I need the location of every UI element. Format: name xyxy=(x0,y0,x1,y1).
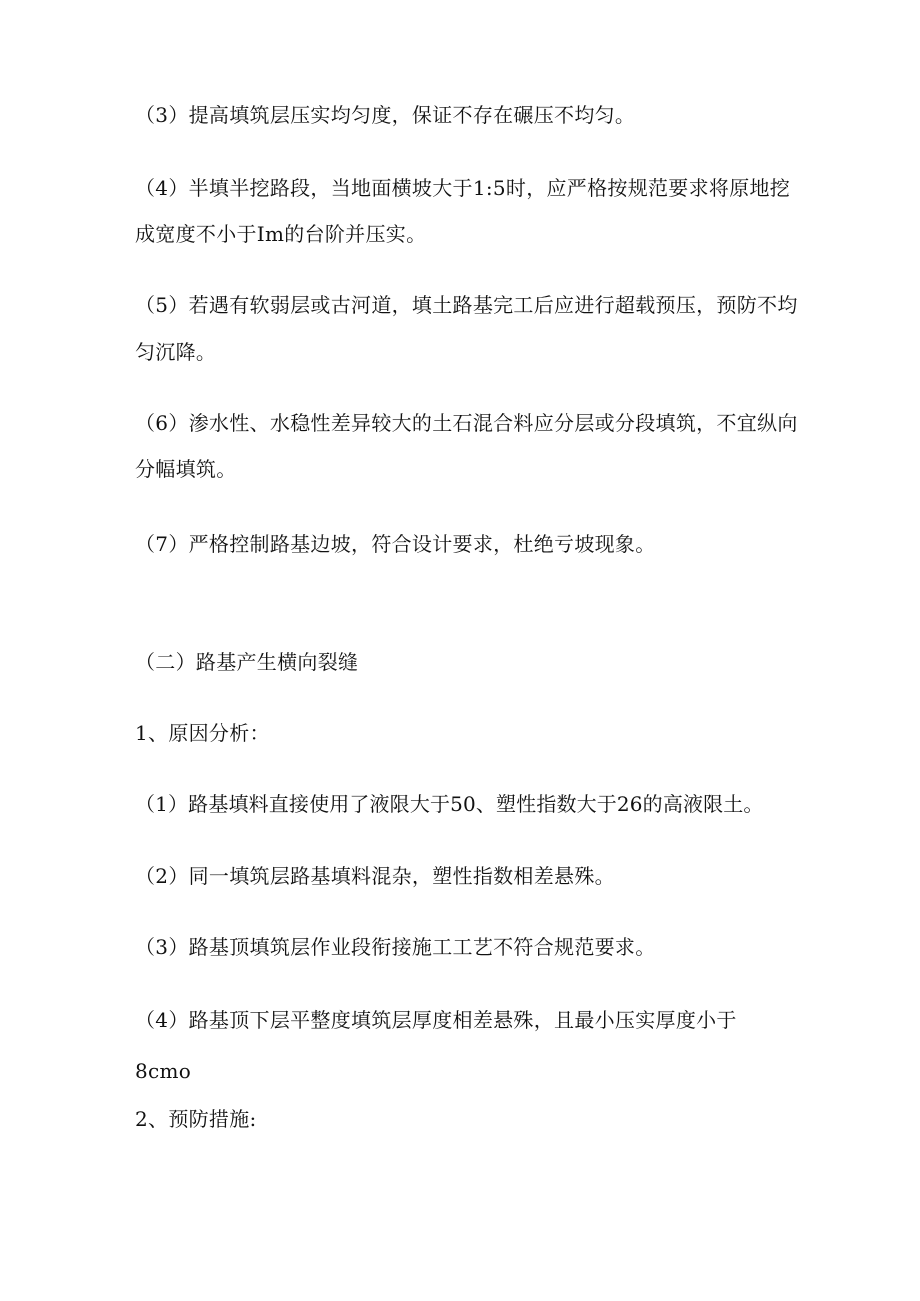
cause-item-3: （3）路基顶填筑层作业段衔接施工工艺不符合规范要求。 xyxy=(135,935,656,959)
section-heading: （二）路基产生横向裂缝 xyxy=(135,650,359,674)
paragraph-3-line-1: （3）提高填筑层压实均匀度，保证不存在碾压不均匀。 xyxy=(135,103,636,127)
paragraph-4-line-1: （4）半填半挖路段，当地面横坡大于1:5时，应严格按规范要求将原地挖 xyxy=(135,176,791,200)
cause-analysis-heading: 1、原因分析： xyxy=(135,721,270,745)
paragraph-5-line-2: 匀沉降。 xyxy=(135,340,217,364)
cause-item-4-line-1: （4）路基顶下层平整度填筑层厚度相差悬殊，且最小压实厚度小于 xyxy=(135,1008,737,1032)
cause-item-4-line-2: 8cmo xyxy=(135,1059,192,1083)
cause-item-1: （1）路基填料直接使用了液限大于50、塑性指数大于26的高液限土。 xyxy=(135,792,764,816)
paragraph-7-line-1: （7）严格控制路基边坡，符合设计要求，杜绝亏坡现象。 xyxy=(135,532,656,556)
paragraph-4-line-2: 成宽度不小于Im的台阶并压实。 xyxy=(135,222,427,246)
prevention-heading: 2、预防措施: xyxy=(135,1107,257,1131)
paragraph-6-line-1: （6）渗水性、水稳性差异较大的土石混合料应分层或分段填筑，不宜纵向 xyxy=(135,411,798,435)
paragraph-5-line-1: （5）若遇有软弱层或古河道，填土路基完工后应进行超载预压，预防不均 xyxy=(135,293,798,317)
paragraph-6-line-2: 分幅填筑。 xyxy=(135,457,237,481)
cause-item-2: （2）同一填筑层路基填料混杂，塑性指数相差悬殊。 xyxy=(135,864,615,888)
